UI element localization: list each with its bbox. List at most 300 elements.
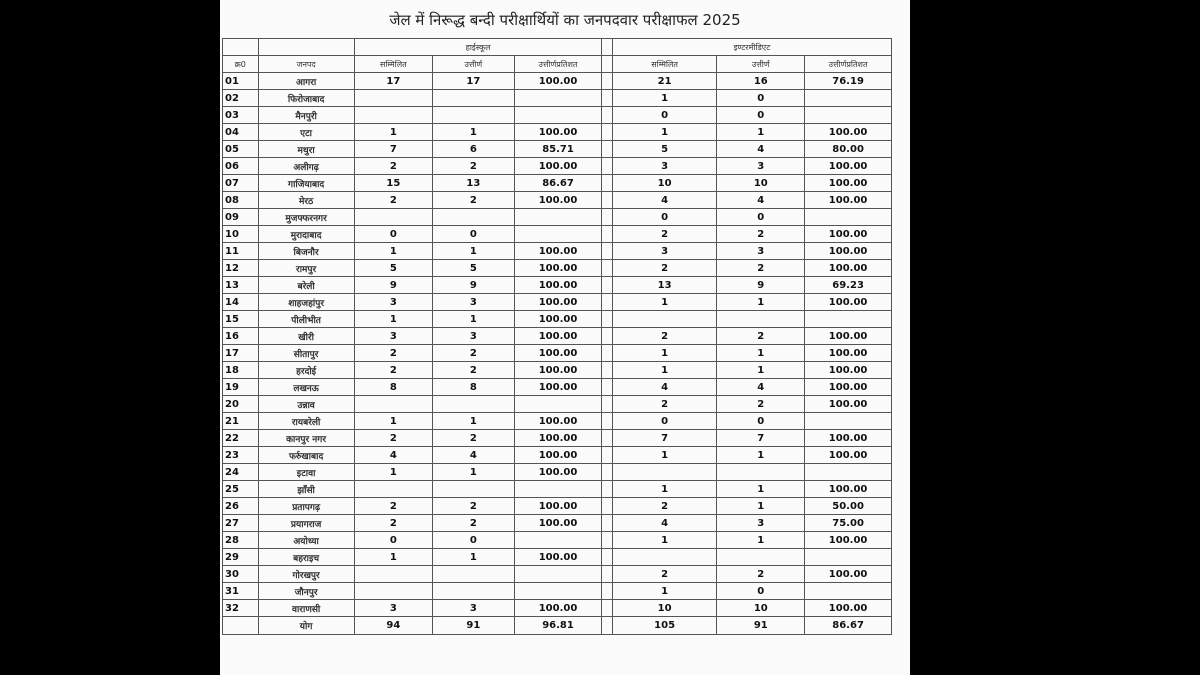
row-sn: 26	[223, 498, 259, 515]
column-gap	[602, 583, 612, 600]
row-sn: 32	[223, 600, 259, 617]
table-row	[223, 277, 892, 294]
hs-pct: 86.67	[514, 175, 602, 192]
column-gap	[602, 260, 612, 277]
hs-passed: 0	[433, 226, 515, 243]
in-passed: 7	[717, 430, 805, 447]
row-district: रायबरेली	[258, 413, 354, 430]
table-row	[223, 141, 892, 158]
in-pct: 100.00	[805, 192, 892, 209]
in-passed: 4	[717, 379, 805, 396]
in-passed: 2	[717, 396, 805, 413]
hs-appeared: 1	[354, 311, 432, 328]
in-passed	[717, 464, 805, 481]
row-district: इटावा	[258, 464, 354, 481]
in-pct	[805, 549, 892, 566]
row-sn: 17	[223, 345, 259, 362]
hs-pct: 85.71	[514, 141, 602, 158]
in-pct: 100.00	[805, 447, 892, 464]
hs-passed: 2	[433, 362, 515, 379]
hs-appeared: 0	[354, 532, 432, 549]
in-pct: 100.00	[805, 175, 892, 192]
column-gap	[602, 141, 612, 158]
in-passed: 1	[717, 447, 805, 464]
table-row	[223, 124, 892, 141]
hs-passed: 3	[433, 600, 515, 617]
hs-passed: 2	[433, 498, 515, 515]
hs-appeared: 0	[354, 226, 432, 243]
in-appeared: 21	[612, 73, 717, 90]
hs-pct: 100.00	[514, 549, 602, 566]
column-gap	[602, 430, 612, 447]
hs-appeared: 2	[354, 498, 432, 515]
column-gap	[602, 90, 612, 107]
in-appeared: 2	[612, 396, 717, 413]
in-passed: 4	[717, 141, 805, 158]
intermediate-header: इण्टरमीडिएट	[612, 39, 891, 56]
table-row	[223, 226, 892, 243]
total-in-passed: 91	[717, 617, 805, 635]
hs-pct: 100.00	[514, 277, 602, 294]
table-row	[223, 73, 892, 90]
in-appeared: 1	[612, 532, 717, 549]
hs-appeared	[354, 583, 432, 600]
in-pct: 80.00	[805, 141, 892, 158]
row-sn: 06	[223, 158, 259, 175]
in-passed: 1	[717, 345, 805, 362]
row-sn: 29	[223, 549, 259, 566]
hs-passed: 2	[433, 430, 515, 447]
row-sn: 21	[223, 413, 259, 430]
in-appeared: 10	[612, 175, 717, 192]
row-district: बहराइच	[258, 549, 354, 566]
hs-appeared	[354, 90, 432, 107]
row-district: खीरी	[258, 328, 354, 345]
in-pct	[805, 209, 892, 226]
table-row	[223, 447, 892, 464]
total-hs-appeared: 94	[354, 617, 432, 635]
row-district: सीतापुर	[258, 345, 354, 362]
in-appeared: 0	[612, 107, 717, 124]
row-sn: 23	[223, 447, 259, 464]
hs-pct: 100.00	[514, 192, 602, 209]
table-row	[223, 311, 892, 328]
in-appeared: 4	[612, 515, 717, 532]
hs-pct: 100.00	[514, 328, 602, 345]
in-passed: 16	[717, 73, 805, 90]
in-appeared: 1	[612, 447, 717, 464]
hs-appeared: 1	[354, 124, 432, 141]
hs-passed: 2	[433, 515, 515, 532]
in-appeared: 10	[612, 600, 717, 617]
hs-pct: 100.00	[514, 362, 602, 379]
hs-passed: 2	[433, 345, 515, 362]
in-pct: 100.00	[805, 260, 892, 277]
in-pct	[805, 583, 892, 600]
row-district: मैनपुरी	[258, 107, 354, 124]
in-passed: 2	[717, 226, 805, 243]
hs-pct: 100.00	[514, 515, 602, 532]
row-district: लखनऊ	[258, 379, 354, 396]
hs-pct	[514, 209, 602, 226]
hs-passed: 13	[433, 175, 515, 192]
row-sn: 04	[223, 124, 259, 141]
row-sn: 02	[223, 90, 259, 107]
hs-pct: 100.00	[514, 464, 602, 481]
hs-appeared: 1	[354, 464, 432, 481]
row-sn: 01	[223, 73, 259, 90]
column-gap	[602, 413, 612, 430]
in-pct: 100.00	[805, 396, 892, 413]
table-row	[223, 566, 892, 583]
col-hs-pct: उत्तीर्णप्रतिशत	[514, 56, 602, 73]
hs-passed: 17	[433, 73, 515, 90]
row-district: अलीगढ़	[258, 158, 354, 175]
in-appeared: 1	[612, 90, 717, 107]
row-sn: 05	[223, 141, 259, 158]
column-gap	[602, 549, 612, 566]
in-pct: 100.00	[805, 362, 892, 379]
in-passed	[717, 549, 805, 566]
table-row	[223, 600, 892, 617]
hs-pct: 100.00	[514, 158, 602, 175]
in-pct	[805, 90, 892, 107]
column-gap	[602, 277, 612, 294]
hs-appeared: 2	[354, 515, 432, 532]
total-in-pct: 86.67	[805, 617, 892, 635]
hs-pct: 100.00	[514, 447, 602, 464]
table-row	[223, 532, 892, 549]
hs-pct	[514, 396, 602, 413]
row-district: एटा	[258, 124, 354, 141]
in-pct: 76.19	[805, 73, 892, 90]
in-pct: 100.00	[805, 566, 892, 583]
column-header-row	[223, 56, 892, 73]
hs-appeared: 3	[354, 294, 432, 311]
in-passed: 2	[717, 260, 805, 277]
row-district: रामपुर	[258, 260, 354, 277]
table-row	[223, 294, 892, 311]
column-gap	[602, 328, 612, 345]
group-header-row	[223, 39, 892, 56]
row-district: झाँसी	[258, 481, 354, 498]
total-in-appeared: 105	[612, 617, 717, 635]
hs-pct: 100.00	[514, 294, 602, 311]
in-passed: 1	[717, 498, 805, 515]
column-gap	[602, 311, 612, 328]
table-row	[223, 379, 892, 396]
hs-pct	[514, 481, 602, 498]
hs-pct: 100.00	[514, 413, 602, 430]
row-district: प्रतापगढ़	[258, 498, 354, 515]
table-row	[223, 158, 892, 175]
in-appeared: 3	[612, 158, 717, 175]
table-row	[223, 90, 892, 107]
table-row	[223, 396, 892, 413]
row-sn: 22	[223, 430, 259, 447]
in-appeared: 1	[612, 583, 717, 600]
column-gap	[602, 107, 612, 124]
total-sn	[223, 617, 259, 635]
total-row	[223, 617, 892, 635]
in-pct: 100.00	[805, 158, 892, 175]
row-sn: 15	[223, 311, 259, 328]
hs-appeared	[354, 481, 432, 498]
in-appeared: 7	[612, 430, 717, 447]
column-gap	[602, 175, 612, 192]
row-district: प्रयागराज	[258, 515, 354, 532]
in-appeared: 2	[612, 328, 717, 345]
in-passed: 1	[717, 124, 805, 141]
in-passed: 0	[717, 107, 805, 124]
in-appeared	[612, 311, 717, 328]
in-appeared: 4	[612, 379, 717, 396]
in-pct: 100.00	[805, 328, 892, 345]
table-row	[223, 209, 892, 226]
column-gap	[602, 617, 612, 635]
hs-pct: 100.00	[514, 260, 602, 277]
hs-pct: 100.00	[514, 243, 602, 260]
hs-appeared	[354, 396, 432, 413]
hs-appeared: 1	[354, 243, 432, 260]
hs-appeared: 2	[354, 158, 432, 175]
table-row	[223, 175, 892, 192]
hs-passed: 3	[433, 294, 515, 311]
row-district: बिजनौर	[258, 243, 354, 260]
hs-passed: 1	[433, 243, 515, 260]
hs-appeared: 3	[354, 328, 432, 345]
hs-pct	[514, 566, 602, 583]
in-pct	[805, 311, 892, 328]
in-pct: 100.00	[805, 481, 892, 498]
hs-pct: 100.00	[514, 345, 602, 362]
in-appeared: 4	[612, 192, 717, 209]
table-row	[223, 515, 892, 532]
col-in-pct: उत्तीर्णप्रतिशत	[805, 56, 892, 73]
col-in-passed: उत्तीर्ण	[717, 56, 805, 73]
row-sn: 03	[223, 107, 259, 124]
col-in-appeared: सम्मिलित	[612, 56, 717, 73]
hs-passed	[433, 209, 515, 226]
row-sn: 28	[223, 532, 259, 549]
column-gap	[602, 447, 612, 464]
hs-passed: 1	[433, 311, 515, 328]
in-pct	[805, 413, 892, 430]
row-district: गाजियाबाद	[258, 175, 354, 192]
column-gap	[602, 600, 612, 617]
hs-pct: 100.00	[514, 430, 602, 447]
in-pct: 100.00	[805, 430, 892, 447]
in-appeared: 2	[612, 566, 717, 583]
col-hs-appeared: सम्मिलित	[354, 56, 432, 73]
table-row	[223, 430, 892, 447]
hs-passed: 4	[433, 447, 515, 464]
column-gap	[602, 294, 612, 311]
in-appeared: 2	[612, 498, 717, 515]
in-pct: 100.00	[805, 345, 892, 362]
in-appeared: 1	[612, 294, 717, 311]
in-appeared: 0	[612, 209, 717, 226]
in-appeared: 2	[612, 260, 717, 277]
column-gap	[602, 362, 612, 379]
table-row	[223, 413, 892, 430]
table-row	[223, 328, 892, 345]
table-row	[223, 583, 892, 600]
row-district: मथुरा	[258, 141, 354, 158]
row-sn: 08	[223, 192, 259, 209]
in-passed: 1	[717, 532, 805, 549]
hs-pct	[514, 90, 602, 107]
hs-pct: 100.00	[514, 73, 602, 90]
hs-appeared: 2	[354, 430, 432, 447]
hs-passed: 1	[433, 464, 515, 481]
column-gap	[602, 345, 612, 362]
hs-pct: 100.00	[514, 124, 602, 141]
highschool-header: हाईस्कूल	[354, 39, 602, 56]
in-pct: 100.00	[805, 600, 892, 617]
row-district: मेरठ	[258, 192, 354, 209]
in-passed: 0	[717, 90, 805, 107]
hs-passed: 8	[433, 379, 515, 396]
in-appeared: 13	[612, 277, 717, 294]
hs-appeared: 2	[354, 345, 432, 362]
document-title: जेल में निरूद्ध बन्दी परीक्षार्थियों का जनपदवार परीक्षाफल 2025	[389, 11, 741, 29]
in-passed: 10	[717, 175, 805, 192]
hs-appeared	[354, 566, 432, 583]
in-passed: 1	[717, 362, 805, 379]
hs-appeared: 15	[354, 175, 432, 192]
row-sn: 14	[223, 294, 259, 311]
col-district: जनपद	[258, 56, 354, 73]
row-district: जौनपुर	[258, 583, 354, 600]
table-row	[223, 498, 892, 515]
row-sn: 30	[223, 566, 259, 583]
hs-appeared	[354, 209, 432, 226]
table-row	[223, 549, 892, 566]
hs-appeared: 17	[354, 73, 432, 90]
in-appeared: 1	[612, 362, 717, 379]
row-district: फर्रुखाबाद	[258, 447, 354, 464]
hs-appeared: 7	[354, 141, 432, 158]
in-passed: 2	[717, 566, 805, 583]
table-row	[223, 362, 892, 379]
in-appeared: 1	[612, 481, 717, 498]
hs-appeared	[354, 107, 432, 124]
hs-appeared: 1	[354, 413, 432, 430]
column-gap	[602, 464, 612, 481]
column-gap	[602, 124, 612, 141]
in-appeared: 0	[612, 413, 717, 430]
row-sn: 20	[223, 396, 259, 413]
row-district: बरेली	[258, 277, 354, 294]
in-passed: 10	[717, 600, 805, 617]
in-appeared: 1	[612, 345, 717, 362]
column-gap	[602, 532, 612, 549]
hs-appeared: 8	[354, 379, 432, 396]
row-district: पीलीभीत	[258, 311, 354, 328]
in-pct: 69.23	[805, 277, 892, 294]
hs-appeared: 4	[354, 447, 432, 464]
hs-pct	[514, 107, 602, 124]
hs-passed: 3	[433, 328, 515, 345]
in-pct	[805, 107, 892, 124]
row-sn: 27	[223, 515, 259, 532]
column-gap	[602, 396, 612, 413]
col-hs-passed: उत्तीर्ण	[433, 56, 515, 73]
row-sn: 12	[223, 260, 259, 277]
row-sn: 25	[223, 481, 259, 498]
row-district: मुरादाबाद	[258, 226, 354, 243]
in-pct	[805, 464, 892, 481]
in-pct: 50.00	[805, 498, 892, 515]
column-gap	[602, 566, 612, 583]
table-row	[223, 260, 892, 277]
hs-passed: 2	[433, 158, 515, 175]
hs-passed: 9	[433, 277, 515, 294]
in-passed: 1	[717, 294, 805, 311]
in-appeared: 3	[612, 243, 717, 260]
row-district: वाराणसी	[258, 600, 354, 617]
column-gap	[602, 481, 612, 498]
hs-pct	[514, 226, 602, 243]
hs-passed: 5	[433, 260, 515, 277]
column-gap	[602, 158, 612, 175]
total-label: योग	[258, 617, 354, 635]
hs-appeared: 1	[354, 549, 432, 566]
in-passed	[717, 311, 805, 328]
in-passed: 0	[717, 583, 805, 600]
row-sn: 31	[223, 583, 259, 600]
column-gap	[602, 498, 612, 515]
row-district: मुजफ्फरनगर	[258, 209, 354, 226]
hs-passed: 6	[433, 141, 515, 158]
hs-pct: 100.00	[514, 311, 602, 328]
hs-passed	[433, 396, 515, 413]
row-sn: 07	[223, 175, 259, 192]
hs-appeared: 2	[354, 192, 432, 209]
in-passed: 3	[717, 243, 805, 260]
row-sn: 18	[223, 362, 259, 379]
in-passed: 2	[717, 328, 805, 345]
table-row	[223, 107, 892, 124]
column-gap	[602, 73, 612, 90]
hs-passed: 1	[433, 413, 515, 430]
hs-passed	[433, 90, 515, 107]
row-sn: 16	[223, 328, 259, 345]
hs-pct	[514, 532, 602, 549]
in-passed: 4	[717, 192, 805, 209]
hs-passed: 1	[433, 124, 515, 141]
col-sn: क्र0	[223, 56, 259, 73]
total-hs-pct: 96.81	[514, 617, 602, 635]
in-appeared: 5	[612, 141, 717, 158]
column-gap	[602, 515, 612, 532]
row-sn: 19	[223, 379, 259, 396]
row-district: कानपुर नगर	[258, 430, 354, 447]
table-row	[223, 345, 892, 362]
table-row	[223, 192, 892, 209]
hs-passed: 1	[433, 549, 515, 566]
hs-appeared: 9	[354, 277, 432, 294]
row-district: अयोध्या	[258, 532, 354, 549]
hs-passed	[433, 107, 515, 124]
results-table	[222, 38, 892, 635]
row-district: उन्नाव	[258, 396, 354, 413]
in-pct: 100.00	[805, 243, 892, 260]
in-pct: 100.00	[805, 532, 892, 549]
in-passed: 3	[717, 515, 805, 532]
in-pct: 75.00	[805, 515, 892, 532]
